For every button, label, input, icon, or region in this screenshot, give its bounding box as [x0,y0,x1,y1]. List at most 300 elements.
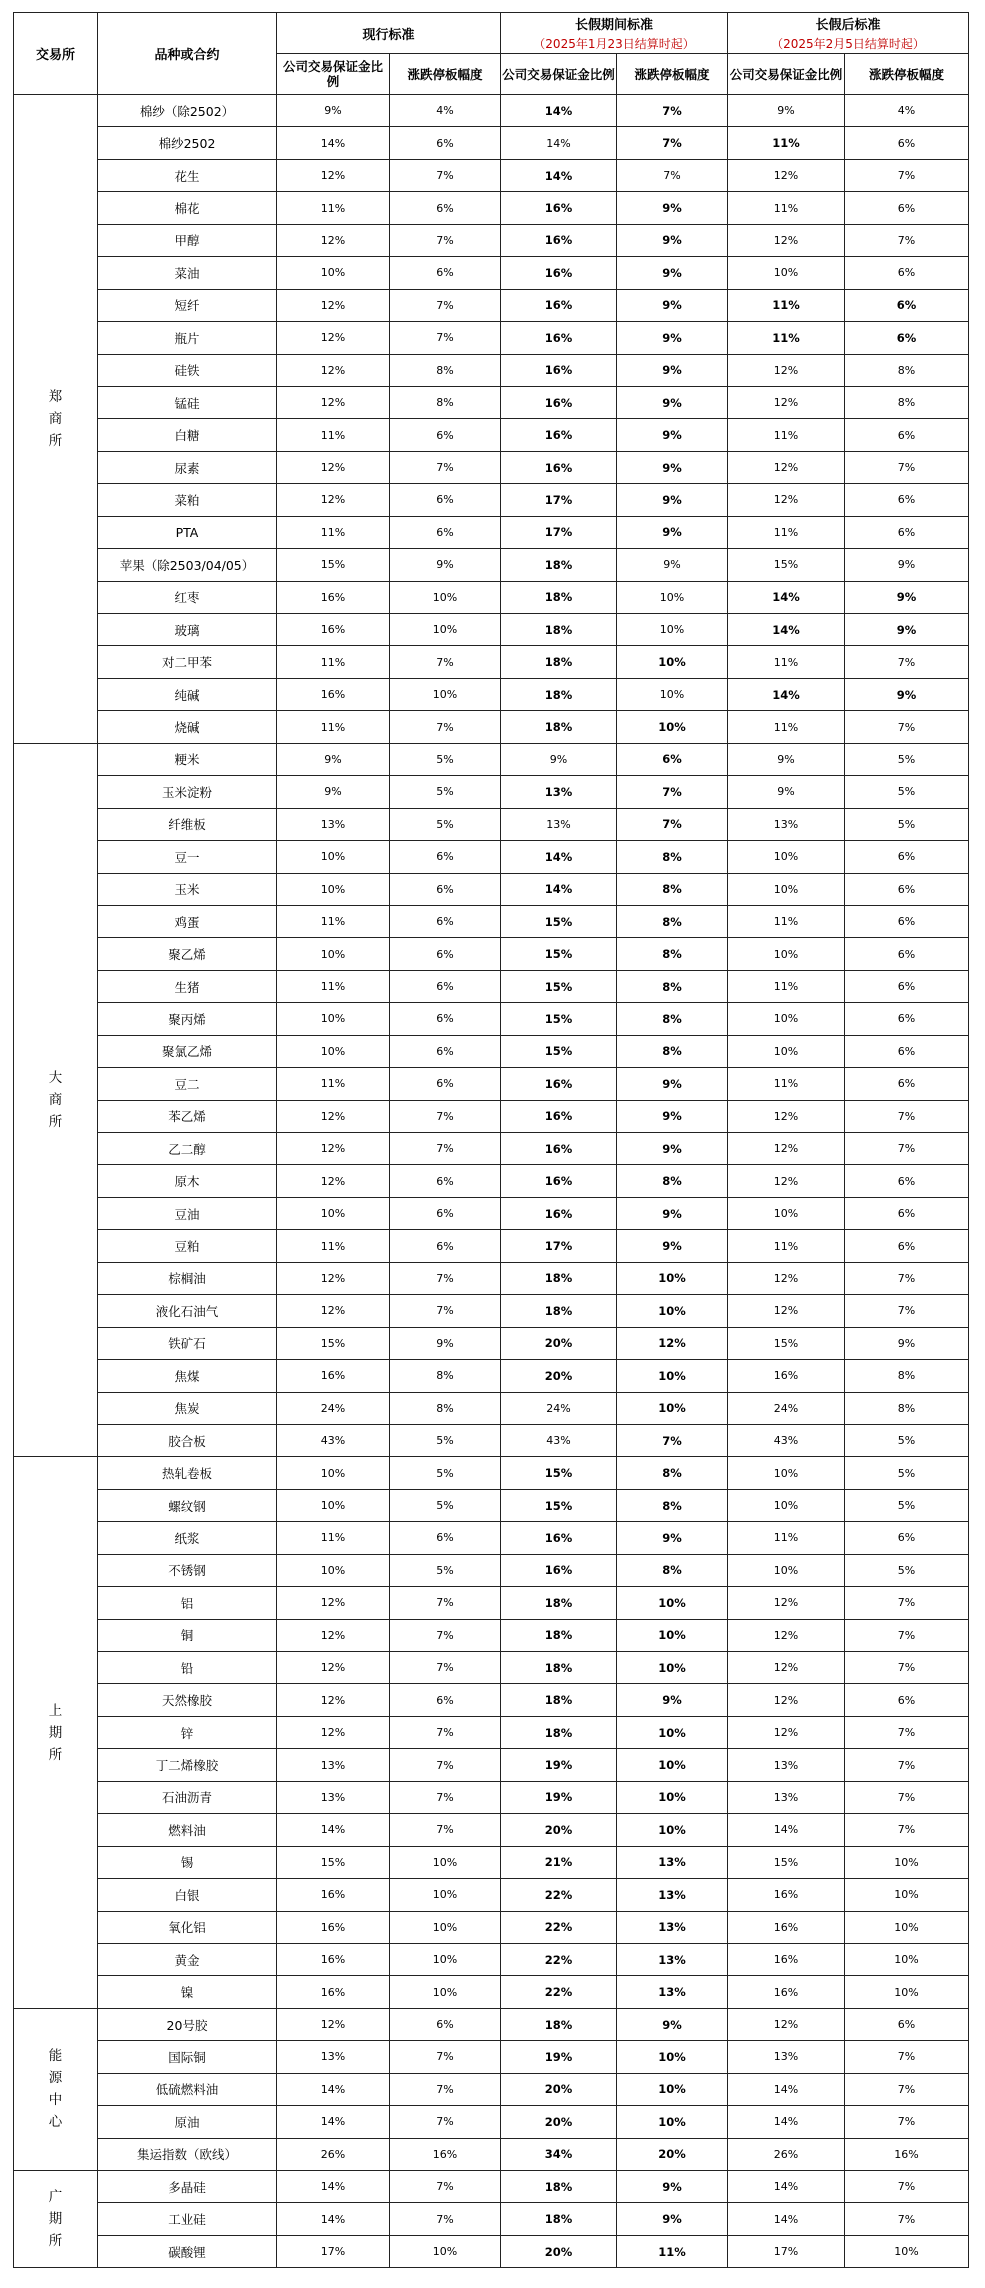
after-limit-cell: 7% [845,1133,969,1165]
current-margin-cell: 12% [277,386,390,418]
current-margin-cell: 14% [277,2171,390,2203]
holiday-limit-cell: 10% [617,678,728,710]
table-row [14,484,969,516]
current-limit-cell: 7% [390,1587,501,1619]
current-margin-cell: 11% [277,970,390,1002]
after-margin-cell: 26% [728,2138,845,2170]
after-margin-cell: 10% [728,1003,845,1035]
after-limit-cell: 5% [845,743,969,775]
product-cell: 铁矿石 [98,1327,277,1359]
header-after-margin: 公司交易保证金比例 [728,54,845,95]
after-limit-cell: 6% [845,1003,969,1035]
after-limit-cell: 5% [845,1457,969,1489]
product-cell: 天然橡胶 [98,1684,277,1716]
current-margin-cell: 16% [277,1976,390,2008]
holiday-margin-cell: 19% [501,1781,617,1813]
after-margin-cell: 15% [728,1846,845,1878]
after-margin-cell: 11% [728,646,845,678]
current-margin-cell: 11% [277,192,390,224]
current-limit-cell: 5% [390,776,501,808]
current-margin-cell: 16% [277,1943,390,1975]
after-limit-cell: 7% [845,1716,969,1748]
after-margin-cell: 13% [728,1749,845,1781]
holiday-limit-cell: 9% [617,224,728,256]
table-row [14,419,969,451]
after-margin-cell: 43% [728,1424,845,1456]
product-cell: 铝 [98,1587,277,1619]
holiday-margin-cell: 16% [501,192,617,224]
holiday-limit-cell: 10% [617,1814,728,1846]
after-limit-cell: 7% [845,1749,969,1781]
after-margin-cell: 14% [728,2203,845,2235]
holiday-margin-cell: 21% [501,1846,617,1878]
current-limit-cell: 5% [390,1489,501,1521]
holiday-limit-cell: 13% [617,1911,728,1943]
holiday-margin-cell: 9% [501,743,617,775]
after-limit-cell: 7% [845,451,969,483]
current-margin-cell: 16% [277,1911,390,1943]
holiday-margin-cell: 18% [501,1262,617,1294]
current-limit-cell: 10% [390,678,501,710]
current-limit-cell: 7% [390,1262,501,1294]
after-margin-cell: 9% [728,776,845,808]
table-body [14,95,969,2268]
holiday-margin-cell: 15% [501,905,617,937]
after-limit-cell: 6% [845,1035,969,1067]
table-row [14,354,969,386]
holiday-margin-cell: 14% [501,159,617,191]
table-row [14,1100,969,1132]
after-margin-cell: 10% [728,938,845,970]
table-row [14,743,969,775]
holiday-limit-cell: 10% [617,1716,728,1748]
current-limit-cell: 5% [390,1424,501,1456]
after-limit-cell: 6% [845,127,969,159]
table-row [14,938,969,970]
holiday-margin-cell: 20% [501,1360,617,1392]
current-limit-cell: 7% [390,1652,501,1684]
current-margin-cell: 12% [277,322,390,354]
after-margin-cell: 12% [728,1716,845,1748]
header-after-limit: 涨跌停板幅度 [845,54,969,95]
holiday-margin-cell: 19% [501,1749,617,1781]
holiday-limit-cell: 9% [617,419,728,451]
product-cell: 菜粕 [98,484,277,516]
holiday-margin-cell: 15% [501,1489,617,1521]
product-cell: 液化石油气 [98,1295,277,1327]
after-margin-cell: 12% [728,1100,845,1132]
after-limit-cell: 10% [845,1976,969,2008]
after-limit-cell: 6% [845,905,969,937]
current-margin-cell: 10% [277,257,390,289]
holiday-margin-cell: 20% [501,2235,617,2267]
product-cell: 氧化铝 [98,1911,277,1943]
product-cell: 白银 [98,1879,277,1911]
header-holiday-note: （2025年1月23日结算时起） [533,37,695,51]
holiday-limit-cell: 10% [617,1295,728,1327]
after-margin-cell: 11% [728,127,845,159]
product-cell: 烧碱 [98,711,277,743]
table-row [14,1424,969,1456]
holiday-limit-cell: 7% [617,776,728,808]
after-margin-cell: 12% [728,1587,845,1619]
holiday-margin-cell: 34% [501,2138,617,2170]
after-limit-cell: 7% [845,224,969,256]
current-limit-cell: 6% [390,873,501,905]
holiday-limit-cell: 7% [617,808,728,840]
exchange-cell [14,95,98,744]
product-cell: 玉米淀粉 [98,776,277,808]
current-margin-cell: 12% [277,289,390,321]
holiday-margin-cell: 14% [501,873,617,905]
holiday-limit-cell: 9% [617,257,728,289]
product-cell: 锌 [98,1716,277,1748]
after-margin-cell: 11% [728,905,845,937]
after-limit-cell: 7% [845,711,969,743]
current-margin-cell: 11% [277,905,390,937]
current-limit-cell: 4% [390,95,501,127]
holiday-margin-cell: 18% [501,711,617,743]
after-limit-cell: 16% [845,2138,969,2170]
table-row [14,1684,969,1716]
table-row [14,1295,969,1327]
after-margin-cell: 15% [728,1327,845,1359]
current-margin-cell: 10% [277,1197,390,1229]
current-margin-cell: 9% [277,95,390,127]
holiday-margin-cell: 18% [501,646,617,678]
current-limit-cell: 7% [390,2106,501,2138]
table-row [14,1879,969,1911]
current-limit-cell: 6% [390,938,501,970]
table-row [14,1165,969,1197]
after-margin-cell: 11% [728,1230,845,1262]
holiday-limit-cell: 10% [617,1781,728,1813]
current-limit-cell: 6% [390,1068,501,1100]
holiday-margin-cell: 18% [501,2008,617,2040]
product-cell: 生猪 [98,970,277,1002]
margin-table-container [13,12,969,2268]
current-margin-cell: 11% [277,646,390,678]
after-limit-cell: 6% [845,841,969,873]
after-margin-cell: 12% [728,1619,845,1651]
holiday-limit-cell: 13% [617,1976,728,2008]
after-margin-cell: 11% [728,970,845,1002]
product-cell: 黄金 [98,1943,277,1975]
product-cell: 棕榈油 [98,1262,277,1294]
product-cell: 玻璃 [98,614,277,646]
holiday-limit-cell: 13% [617,1879,728,1911]
product-cell: 胶合板 [98,1424,277,1456]
current-limit-cell: 10% [390,614,501,646]
holiday-margin-cell: 16% [501,1197,617,1229]
holiday-limit-cell: 13% [617,1943,728,1975]
after-limit-cell: 7% [845,1814,969,1846]
holiday-margin-cell: 18% [501,1652,617,1684]
current-margin-cell: 11% [277,1230,390,1262]
current-limit-cell: 5% [390,808,501,840]
after-limit-cell: 10% [845,1911,969,1943]
product-cell: 锰硅 [98,386,277,418]
current-margin-cell: 10% [277,1003,390,1035]
current-limit-cell: 10% [390,1911,501,1943]
product-cell: 鸡蛋 [98,905,277,937]
holiday-limit-cell: 9% [617,516,728,548]
table-row [14,1457,969,1489]
holiday-margin-cell: 17% [501,516,617,548]
after-margin-cell: 11% [728,711,845,743]
current-margin-cell: 12% [277,451,390,483]
holiday-margin-cell: 16% [501,1068,617,1100]
after-margin-cell: 16% [728,1976,845,2008]
after-limit-cell: 6% [845,192,969,224]
after-limit-cell: 6% [845,484,969,516]
table-row [14,289,969,321]
table-row [14,776,969,808]
current-margin-cell: 10% [277,1554,390,1586]
header-after-note: （2025年2月5日结算时起） [771,37,925,51]
holiday-limit-cell: 9% [617,386,728,418]
after-limit-cell: 7% [845,2171,969,2203]
after-margin-cell: 10% [728,873,845,905]
after-limit-cell: 6% [845,419,969,451]
after-limit-cell: 6% [845,322,969,354]
table-row [14,581,969,613]
current-margin-cell: 16% [277,678,390,710]
header-holiday-margin: 公司交易保证金比例 [501,54,617,95]
table-row [14,1262,969,1294]
product-cell: 花生 [98,159,277,191]
product-cell: 国际铜 [98,2041,277,2073]
after-limit-cell: 6% [845,289,969,321]
holiday-margin-cell: 18% [501,2171,617,2203]
table-row [14,2041,969,2073]
table-row [14,1911,969,1943]
after-limit-cell: 7% [845,1619,969,1651]
holiday-limit-cell: 9% [617,354,728,386]
holiday-limit-cell: 8% [617,970,728,1002]
holiday-margin-cell: 18% [501,678,617,710]
current-limit-cell: 7% [390,711,501,743]
after-limit-cell: 7% [845,159,969,191]
after-margin-cell: 14% [728,2106,845,2138]
holiday-limit-cell: 9% [617,451,728,483]
current-limit-cell: 7% [390,1100,501,1132]
after-limit-cell: 6% [845,1165,969,1197]
current-limit-cell: 5% [390,743,501,775]
holiday-margin-cell: 15% [501,970,617,1002]
holiday-margin-cell: 18% [501,1295,617,1327]
holiday-limit-cell: 9% [617,322,728,354]
holiday-margin-cell: 18% [501,614,617,646]
current-margin-cell: 12% [277,159,390,191]
holiday-limit-cell: 9% [617,2203,728,2235]
current-margin-cell: 11% [277,1522,390,1554]
table-row [14,1781,969,1813]
current-limit-cell: 10% [390,2235,501,2267]
current-limit-cell: 6% [390,127,501,159]
holiday-limit-cell: 10% [617,1652,728,1684]
table-row [14,159,969,191]
current-limit-cell: 7% [390,2073,501,2105]
holiday-limit-cell: 9% [617,1100,728,1132]
product-cell: 聚乙烯 [98,938,277,970]
holiday-limit-cell: 10% [617,1360,728,1392]
after-margin-cell: 14% [728,581,845,613]
product-cell: 豆油 [98,1197,277,1229]
product-cell: 纯碱 [98,678,277,710]
holiday-limit-cell: 9% [617,2171,728,2203]
holiday-margin-cell: 18% [501,1619,617,1651]
exchange-name: 广期所 [48,2189,63,2250]
holiday-margin-cell: 13% [501,808,617,840]
holiday-margin-cell: 17% [501,484,617,516]
product-cell: 棉纱（除2502） [98,95,277,127]
header-holiday-label: 长假期间标准 [575,18,654,33]
holiday-margin-cell: 22% [501,1943,617,1975]
after-limit-cell: 6% [845,938,969,970]
holiday-limit-cell: 10% [617,2106,728,2138]
current-limit-cell: 10% [390,1879,501,1911]
product-cell: 镍 [98,1976,277,2008]
current-limit-cell: 7% [390,1133,501,1165]
after-margin-cell: 12% [728,386,845,418]
holiday-margin-cell: 22% [501,1976,617,2008]
holiday-margin-cell: 13% [501,776,617,808]
current-margin-cell: 14% [277,127,390,159]
current-limit-cell: 10% [390,1943,501,1975]
after-limit-cell: 9% [845,614,969,646]
margin-adjustment-table [13,12,969,2268]
product-cell: 棉花 [98,192,277,224]
current-margin-cell: 12% [277,2008,390,2040]
current-limit-cell: 8% [390,1392,501,1424]
product-cell: 原油 [98,2106,277,2138]
table-row [14,1489,969,1521]
current-margin-cell: 15% [277,1327,390,1359]
current-limit-cell: 7% [390,1749,501,1781]
table-row [14,646,969,678]
after-margin-cell: 9% [728,743,845,775]
holiday-limit-cell: 7% [617,159,728,191]
after-margin-cell: 12% [728,224,845,256]
after-limit-cell: 6% [845,1684,969,1716]
product-cell: 苯乙烯 [98,1100,277,1132]
current-limit-cell: 9% [390,549,501,581]
current-margin-cell: 10% [277,1457,390,1489]
product-cell: 尿素 [98,451,277,483]
after-margin-cell: 13% [728,2041,845,2073]
table-row [14,257,969,289]
after-margin-cell: 14% [728,614,845,646]
current-limit-cell: 6% [390,1230,501,1262]
after-limit-cell: 9% [845,1327,969,1359]
product-cell: 豆二 [98,1068,277,1100]
after-limit-cell: 8% [845,386,969,418]
holiday-margin-cell: 22% [501,1879,617,1911]
after-limit-cell: 6% [845,970,969,1002]
current-margin-cell: 12% [277,354,390,386]
after-margin-cell: 12% [728,1133,845,1165]
holiday-limit-cell: 7% [617,95,728,127]
current-margin-cell: 16% [277,1879,390,1911]
after-limit-cell: 10% [845,1943,969,1975]
holiday-margin-cell: 16% [501,1165,617,1197]
current-margin-cell: 12% [277,1133,390,1165]
table-row [14,1749,969,1781]
holiday-margin-cell: 16% [501,354,617,386]
holiday-margin-cell: 14% [501,841,617,873]
table-row [14,2235,969,2267]
product-cell: 红枣 [98,581,277,613]
exchange-cell [14,1457,98,2008]
current-margin-cell: 13% [277,2041,390,2073]
holiday-limit-cell: 8% [617,1035,728,1067]
after-margin-cell: 10% [728,841,845,873]
current-limit-cell: 6% [390,1165,501,1197]
current-margin-cell: 12% [277,1100,390,1132]
after-margin-cell: 12% [728,484,845,516]
table-row [14,1814,969,1846]
after-margin-cell: 13% [728,808,845,840]
holiday-limit-cell: 7% [617,127,728,159]
current-limit-cell: 6% [390,2008,501,2040]
after-margin-cell: 12% [728,451,845,483]
current-limit-cell: 7% [390,224,501,256]
table-row [14,2138,969,2170]
product-cell: 不锈钢 [98,1554,277,1586]
current-margin-cell: 14% [277,1814,390,1846]
current-limit-cell: 8% [390,386,501,418]
after-margin-cell: 24% [728,1392,845,1424]
holiday-margin-cell: 16% [501,224,617,256]
table-row [14,1943,969,1975]
table-row [14,1976,969,2008]
after-limit-cell: 6% [845,1522,969,1554]
current-margin-cell: 12% [277,484,390,516]
after-margin-cell: 10% [728,1035,845,1067]
current-margin-cell: 15% [277,1846,390,1878]
current-margin-cell: 16% [277,1360,390,1392]
after-margin-cell: 11% [728,1068,845,1100]
after-limit-cell: 5% [845,1554,969,1586]
holiday-margin-cell: 16% [501,322,617,354]
current-margin-cell: 14% [277,2073,390,2105]
after-limit-cell: 6% [845,1068,969,1100]
holiday-margin-cell: 20% [501,2106,617,2138]
product-cell: 丁二烯橡胶 [98,1749,277,1781]
after-margin-cell: 11% [728,289,845,321]
current-margin-cell: 11% [277,419,390,451]
current-limit-cell: 8% [390,1360,501,1392]
exchange-name: 上期所 [48,1702,63,1763]
table-row [14,678,969,710]
after-margin-cell: 17% [728,2235,845,2267]
after-limit-cell: 7% [845,1781,969,1813]
current-limit-cell: 6% [390,1522,501,1554]
after-limit-cell: 5% [845,1424,969,1456]
after-margin-cell: 11% [728,1522,845,1554]
product-cell: PTA [98,516,277,548]
after-margin-cell: 9% [728,95,845,127]
table-row [14,1197,969,1229]
holiday-margin-cell: 24% [501,1392,617,1424]
current-limit-cell: 6% [390,1684,501,1716]
after-limit-cell: 10% [845,2235,969,2267]
current-limit-cell: 6% [390,419,501,451]
current-limit-cell: 7% [390,451,501,483]
product-cell: 燃料油 [98,1814,277,1846]
after-margin-cell: 10% [728,1554,845,1586]
